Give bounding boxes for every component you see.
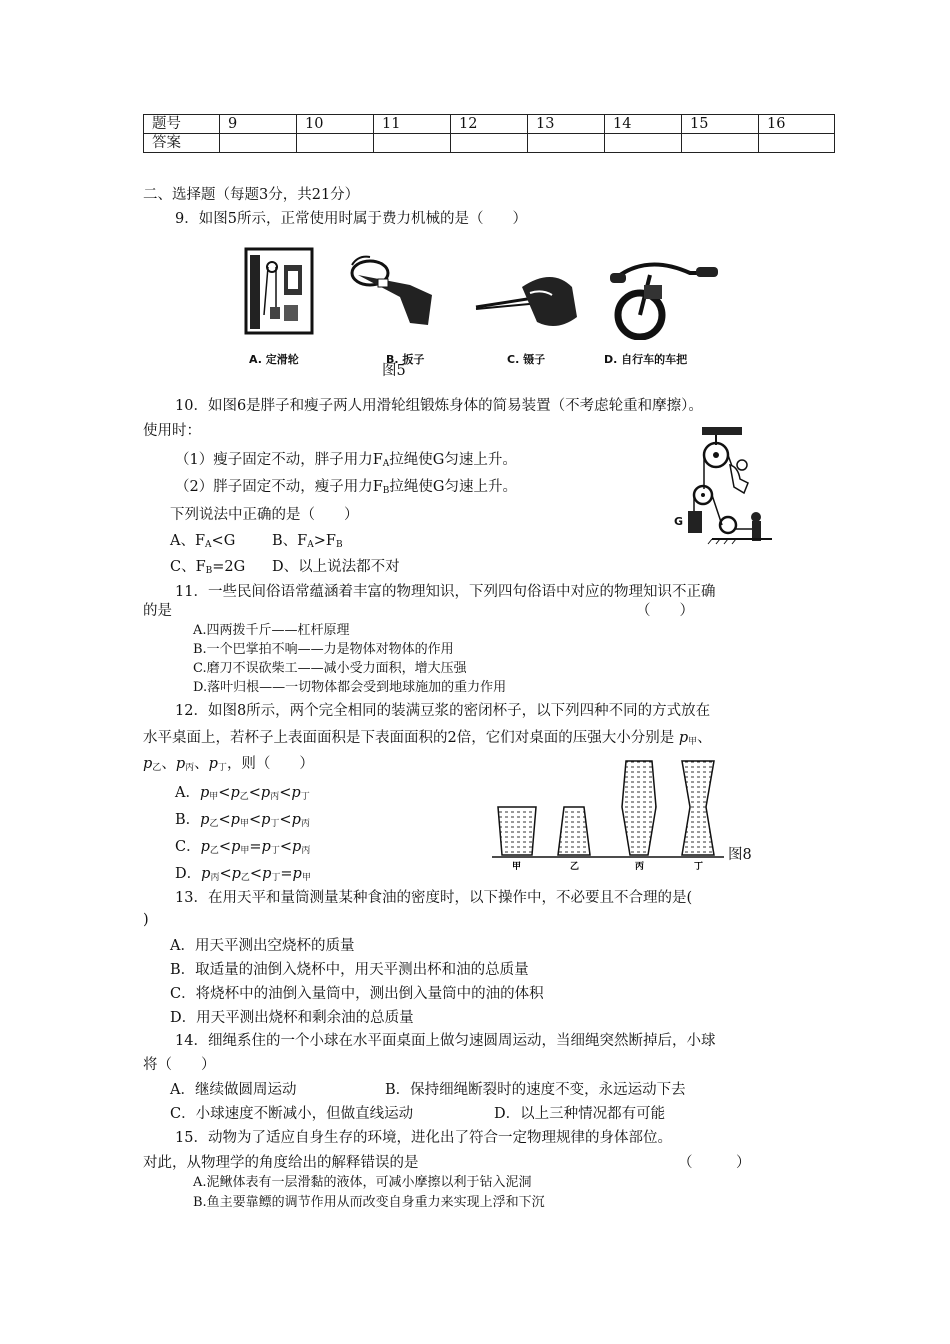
q11-option-c: C.磨刀不误砍柴工——减小受力面积，增大压强	[193, 661, 467, 676]
answer-cell[interactable]	[759, 134, 835, 153]
q14-stem-2: 将（ ）	[143, 1057, 216, 1073]
cup-jia	[498, 807, 536, 855]
q12-stem-3: $p_乙$、$p_丙$、$p_丁$，则（ ）	[143, 756, 314, 773]
figure-6-pulley-system	[672, 425, 780, 550]
q14-option-a: A．继续做圆周运动	[170, 1082, 297, 1098]
q10-stem-2: 使用时：	[143, 423, 201, 439]
q10-option-b: B、$F_A>F_B$	[272, 533, 343, 550]
caption-a: A. 定滑轮	[249, 353, 299, 366]
answer-cell[interactable]	[451, 134, 528, 153]
q15-bracket: （ ）	[678, 1155, 751, 1171]
cup-bing	[622, 761, 656, 855]
q11-option-a: A.四两拨千斤——杠杆原理	[193, 623, 350, 638]
figure-5	[240, 245, 720, 340]
q14-option-b: B．保持细绳断裂时的速度不变，永远运动下去	[385, 1082, 686, 1098]
q13-option-c: C．将烧杯中的油倒入量筒中，测出倒入量筒中的油的体积	[170, 986, 544, 1002]
q12-option-a: A．$p_甲<p_乙<p_丙<p_丁$	[175, 785, 310, 802]
answer-cell[interactable]	[682, 134, 759, 153]
figure-8-cups	[492, 755, 727, 875]
bicycle-handlebar-image	[610, 264, 718, 337]
q15-stem: 15．动物为了适应自身生存的环境，进化出了符合一定物理规律的身体部位。	[175, 1130, 672, 1146]
q11-stem-2: 的是	[143, 603, 172, 619]
q10-condition-1: （1）瘦子固定不动，胖子用力$F_A$拉绳使G匀速上升。	[175, 452, 517, 469]
figure-8-label: 图8	[728, 847, 752, 863]
q12-option-c: C．$p_乙<p_甲=p_丁<p_丙$	[175, 839, 311, 856]
answer-cell[interactable]	[220, 134, 297, 153]
q13-option-d: D．用天平测出烧杯和剩余油的总质量	[170, 1010, 414, 1026]
q12-option-b: B．$p_乙<p_甲<p_丁<p_丙$	[175, 812, 310, 829]
q15-stem-2: 对此，从物理学的角度给出的解释错误的是	[143, 1155, 419, 1171]
q9-stem: 9．如图5所示，正常使用时属于费力机械的是（ ）	[175, 211, 527, 227]
answer-cell[interactable]	[528, 134, 605, 153]
q14-stem: 14．细绳系住的一个小球在水平面桌面上做匀速圆周运动，当细绳突然断掉后，小球	[175, 1033, 716, 1049]
table-header-label: 题号	[144, 115, 220, 134]
caption-c: C. 镊子	[507, 353, 546, 366]
table-number: 11	[374, 115, 451, 134]
q11-option-d: D.落叶归根——一切物体都会受到地球施加的重力作用	[193, 680, 507, 695]
answer-table	[143, 114, 835, 153]
table-number: 12	[451, 115, 528, 134]
q15-option-a: A.泥鳅体表有一层滑黏的液体，可减小摩擦以利于钻入泥洞	[193, 1175, 532, 1190]
cup-ding	[682, 761, 714, 855]
q12-option-d: D．$p_丙<p_乙<p_丁=p_甲$	[175, 866, 311, 883]
caption-d: D. 自行车的车把	[604, 353, 688, 366]
cup-label: 甲	[512, 862, 522, 872]
q14-option-c: C．小球速度不断减小，但做直线运动	[170, 1106, 414, 1122]
table-row	[144, 134, 835, 153]
q15-option-b: B.鱼主要靠鳔的调节作用从而改变自身重力来实现上浮和下沉	[193, 1195, 545, 1210]
q14-option-d: D．以上三种情况都有可能	[494, 1106, 666, 1122]
table-answer-label: 答案	[144, 134, 220, 153]
q13-option-b: B．取适量的油倒入烧杯中，用天平测出杯和油的总质量	[170, 962, 529, 978]
q12-stem: 12．如图8所示，两个完全相同的装满豆浆的密闭杯子，以下列四种不同的方式放在	[175, 703, 711, 719]
cup-label: 乙	[570, 862, 580, 872]
section-title: 二、选择题（每题3分，共21分）	[143, 187, 360, 203]
q10-condition-2: （2）胖子固定不动，瘦子用力$F_B$拉绳使G匀速上升。	[175, 479, 518, 496]
g-weight-label: G	[674, 515, 684, 528]
table-number: 16	[759, 115, 835, 134]
q10-question: 下列说法中正确的是（ ）	[170, 507, 359, 523]
q10-stem: 10．如图6是胖子和瘦子两人用滑轮组锻炼身体的简易装置（不考虑轮重和摩擦）。	[175, 398, 703, 414]
q10-option-a: A、$F_A<G$	[170, 533, 236, 550]
fixed-pulley-image	[246, 249, 312, 333]
caption-b: B. 扳子	[386, 353, 425, 366]
q13-option-a: A．用天平测出空烧杯的质量	[170, 938, 355, 954]
q10-option-d: D、以上说法都不对	[272, 559, 400, 575]
table-number: 13	[528, 115, 605, 134]
q11-stem: 11．一些民间俗语常蕴涵着丰富的物理知识，下列四句俗语中对应的物理知识不正确	[175, 584, 716, 600]
table-number: 14	[605, 115, 682, 134]
cup-label: 丁	[694, 862, 704, 872]
cup-yi	[558, 807, 590, 855]
answer-cell[interactable]	[374, 134, 451, 153]
tweezers-image	[476, 277, 577, 326]
q13-stem-2: )	[143, 912, 149, 928]
answer-cell[interactable]	[605, 134, 682, 153]
q11-bracket: （ ）	[636, 603, 694, 619]
q13-stem: 13．在用天平和量筒测量某种食油的密度时，以下操作中，不必要且不合理的是(	[175, 890, 693, 906]
wrench-image	[352, 257, 432, 325]
q12-stem-2: 水平桌面上，若杯子上表面面积是下表面面积的2倍，它们对桌面的压强大小分别是 $p_甲$、	[143, 730, 712, 747]
q10-option-c: C、$F_B=2G$	[170, 559, 246, 576]
cup-label: 丙	[635, 862, 645, 872]
answer-cell[interactable]	[297, 134, 374, 153]
table-row	[144, 115, 835, 134]
figure-5-label: 图5	[382, 363, 406, 379]
table-number: 10	[297, 115, 374, 134]
q11-option-b: B.一个巴掌拍不响——力是物体对物体的作用	[193, 642, 454, 657]
table-number: 15	[682, 115, 759, 134]
table-number: 9	[220, 115, 297, 134]
